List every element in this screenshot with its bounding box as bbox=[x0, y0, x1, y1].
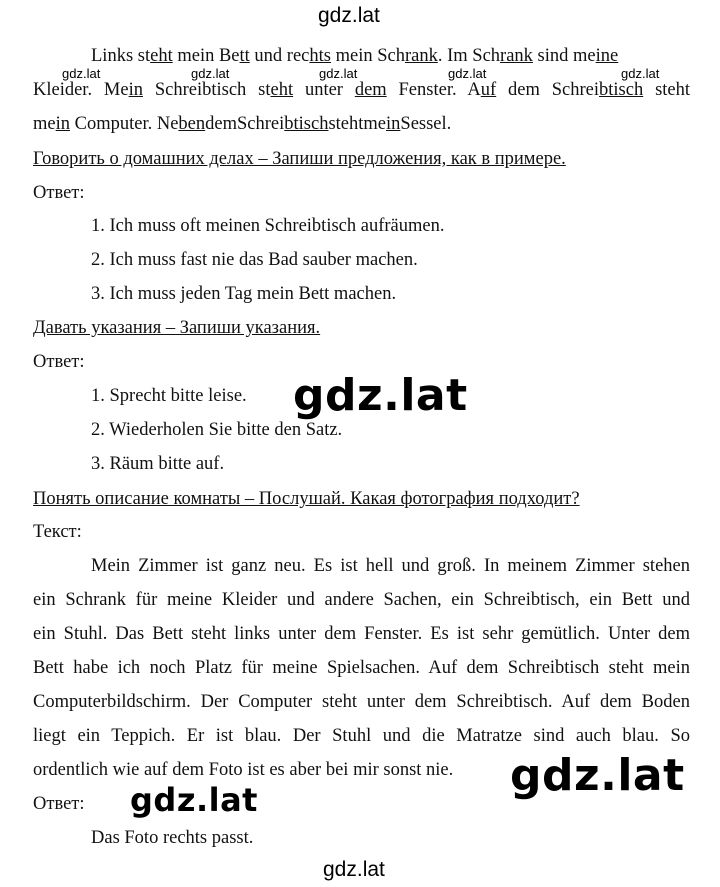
underlined-fragment: in bbox=[55, 114, 70, 134]
text-fragment: Sessel. bbox=[400, 114, 452, 134]
watermark-bottom: gdz.lat bbox=[323, 858, 385, 881]
list-item: 2. Ich muss fast nie das Bad sauber machen. bbox=[91, 250, 418, 270]
underlined-fragment: in bbox=[386, 114, 401, 134]
text-fragment: mein Sch bbox=[330, 46, 405, 66]
intro-line-1 bbox=[91, 46, 690, 67]
watermark-small: gdz.lat bbox=[621, 66, 660, 81]
text-line: ein Schrank für meine Kleider und andere Sachen, ein Schreibtisch, ein Bett und bbox=[33, 590, 690, 610]
text-line: Computerbildschirm. Der Computer steht unter dem Schreibtisch. Auf dem Boden bbox=[33, 692, 690, 712]
underlined-fragment: btisch bbox=[599, 80, 644, 100]
underlined-fragment: rank bbox=[500, 46, 533, 66]
underlined-fragment: btisch bbox=[284, 114, 329, 134]
answer-label: Ответ: bbox=[33, 794, 85, 814]
underlined-fragment: ine bbox=[595, 46, 619, 66]
text-line: ordentlich wie auf dem Foto ist es aber bei mir sonst nie. bbox=[33, 760, 454, 780]
text-fragment: stehtme bbox=[328, 114, 387, 134]
text-fragment: me bbox=[33, 114, 56, 134]
underlined-fragment: uf bbox=[480, 80, 497, 100]
section-heading-room-description: Понять описание комнаты – Послушай. Какая фотография подходит? bbox=[33, 489, 580, 509]
text-fragment: dem Schrei bbox=[496, 80, 600, 100]
intro-line-3 bbox=[33, 114, 451, 135]
watermark-top: gdz.lat bbox=[318, 4, 380, 27]
list-item: 1. Ich muss oft meinen Schreibtisch aufräumen. bbox=[91, 216, 445, 236]
list-item: 3. Ich muss jeden Tag mein Bett machen. bbox=[91, 284, 397, 304]
underlined-fragment: eht bbox=[270, 80, 294, 100]
text-label: Текст: bbox=[33, 522, 82, 542]
text-fragment: . Im Sch bbox=[437, 46, 501, 66]
text-fragment: Kleider. Me bbox=[33, 80, 129, 100]
underlined-fragment: eht bbox=[150, 46, 173, 66]
text-fragment: mein Be bbox=[172, 46, 240, 66]
text-fragment: Fenster. A bbox=[386, 80, 481, 100]
intro-line-2 bbox=[33, 80, 690, 101]
text-fragment: unter bbox=[293, 80, 355, 100]
underlined-fragment: tt bbox=[239, 46, 250, 66]
watermark-small: gdz.lat bbox=[62, 66, 101, 81]
answer-label: Ответ: bbox=[33, 183, 85, 203]
text-line: liegt ein Teppich. Er ist blau. Der Stuhl und die Matratze sind auch blau. So bbox=[33, 726, 690, 746]
text-fragment: Links st bbox=[91, 46, 151, 66]
underlined-fragment: hts bbox=[309, 46, 331, 66]
watermark-big: gdz.lat bbox=[510, 750, 685, 801]
underlined-fragment: rank bbox=[404, 46, 438, 66]
list-item: 3. Räum bitte auf. bbox=[91, 454, 225, 474]
watermark-small: gdz.lat bbox=[319, 66, 358, 81]
text-fragment: steht bbox=[643, 80, 691, 100]
section-heading-chores: Говорить о домашних делах – Запиши предложения, как в примере. bbox=[33, 149, 566, 169]
text-line: ein Stuhl. Das Bett steht links unter dem Fenster. Es ist sehr gemütlich. Unter dem bbox=[33, 624, 690, 644]
underlined-fragment: ben bbox=[178, 114, 206, 134]
answer-text: Das Foto rechts passt. bbox=[91, 828, 254, 848]
answer-label: Ответ: bbox=[33, 352, 85, 372]
text-line: Bett habe ich noch Platz für meine Spielsachen. Auf dem Schreibtisch steht mein bbox=[33, 658, 690, 678]
underlined-fragment: dem bbox=[354, 80, 387, 100]
watermark-small: gdz.lat bbox=[448, 66, 487, 81]
text-fragment: demSchrei bbox=[205, 114, 285, 134]
watermark-small: gdz.lat bbox=[191, 66, 230, 81]
underlined-fragment: in bbox=[128, 80, 143, 100]
text-fragment: sind me bbox=[532, 46, 596, 66]
text-fragment: Computer. Ne bbox=[70, 114, 179, 134]
list-item: 2. Wiederholen Sie bitte den Satz. bbox=[91, 420, 343, 440]
list-item: 1. Sprecht bitte leise. bbox=[91, 386, 247, 406]
watermark-big: gdz.lat bbox=[130, 781, 258, 819]
text-fragment: und rec bbox=[249, 46, 310, 66]
text-fragment: Schreibtisch st bbox=[142, 80, 271, 100]
watermark-big: gdz.lat bbox=[293, 370, 468, 421]
text-line: Mein Zimmer ist ganz neu. Es ist hell und groß. In meinem Zimmer stehen bbox=[91, 556, 690, 576]
section-heading-instructions: Давать указания – Запиши указания. bbox=[33, 318, 321, 338]
